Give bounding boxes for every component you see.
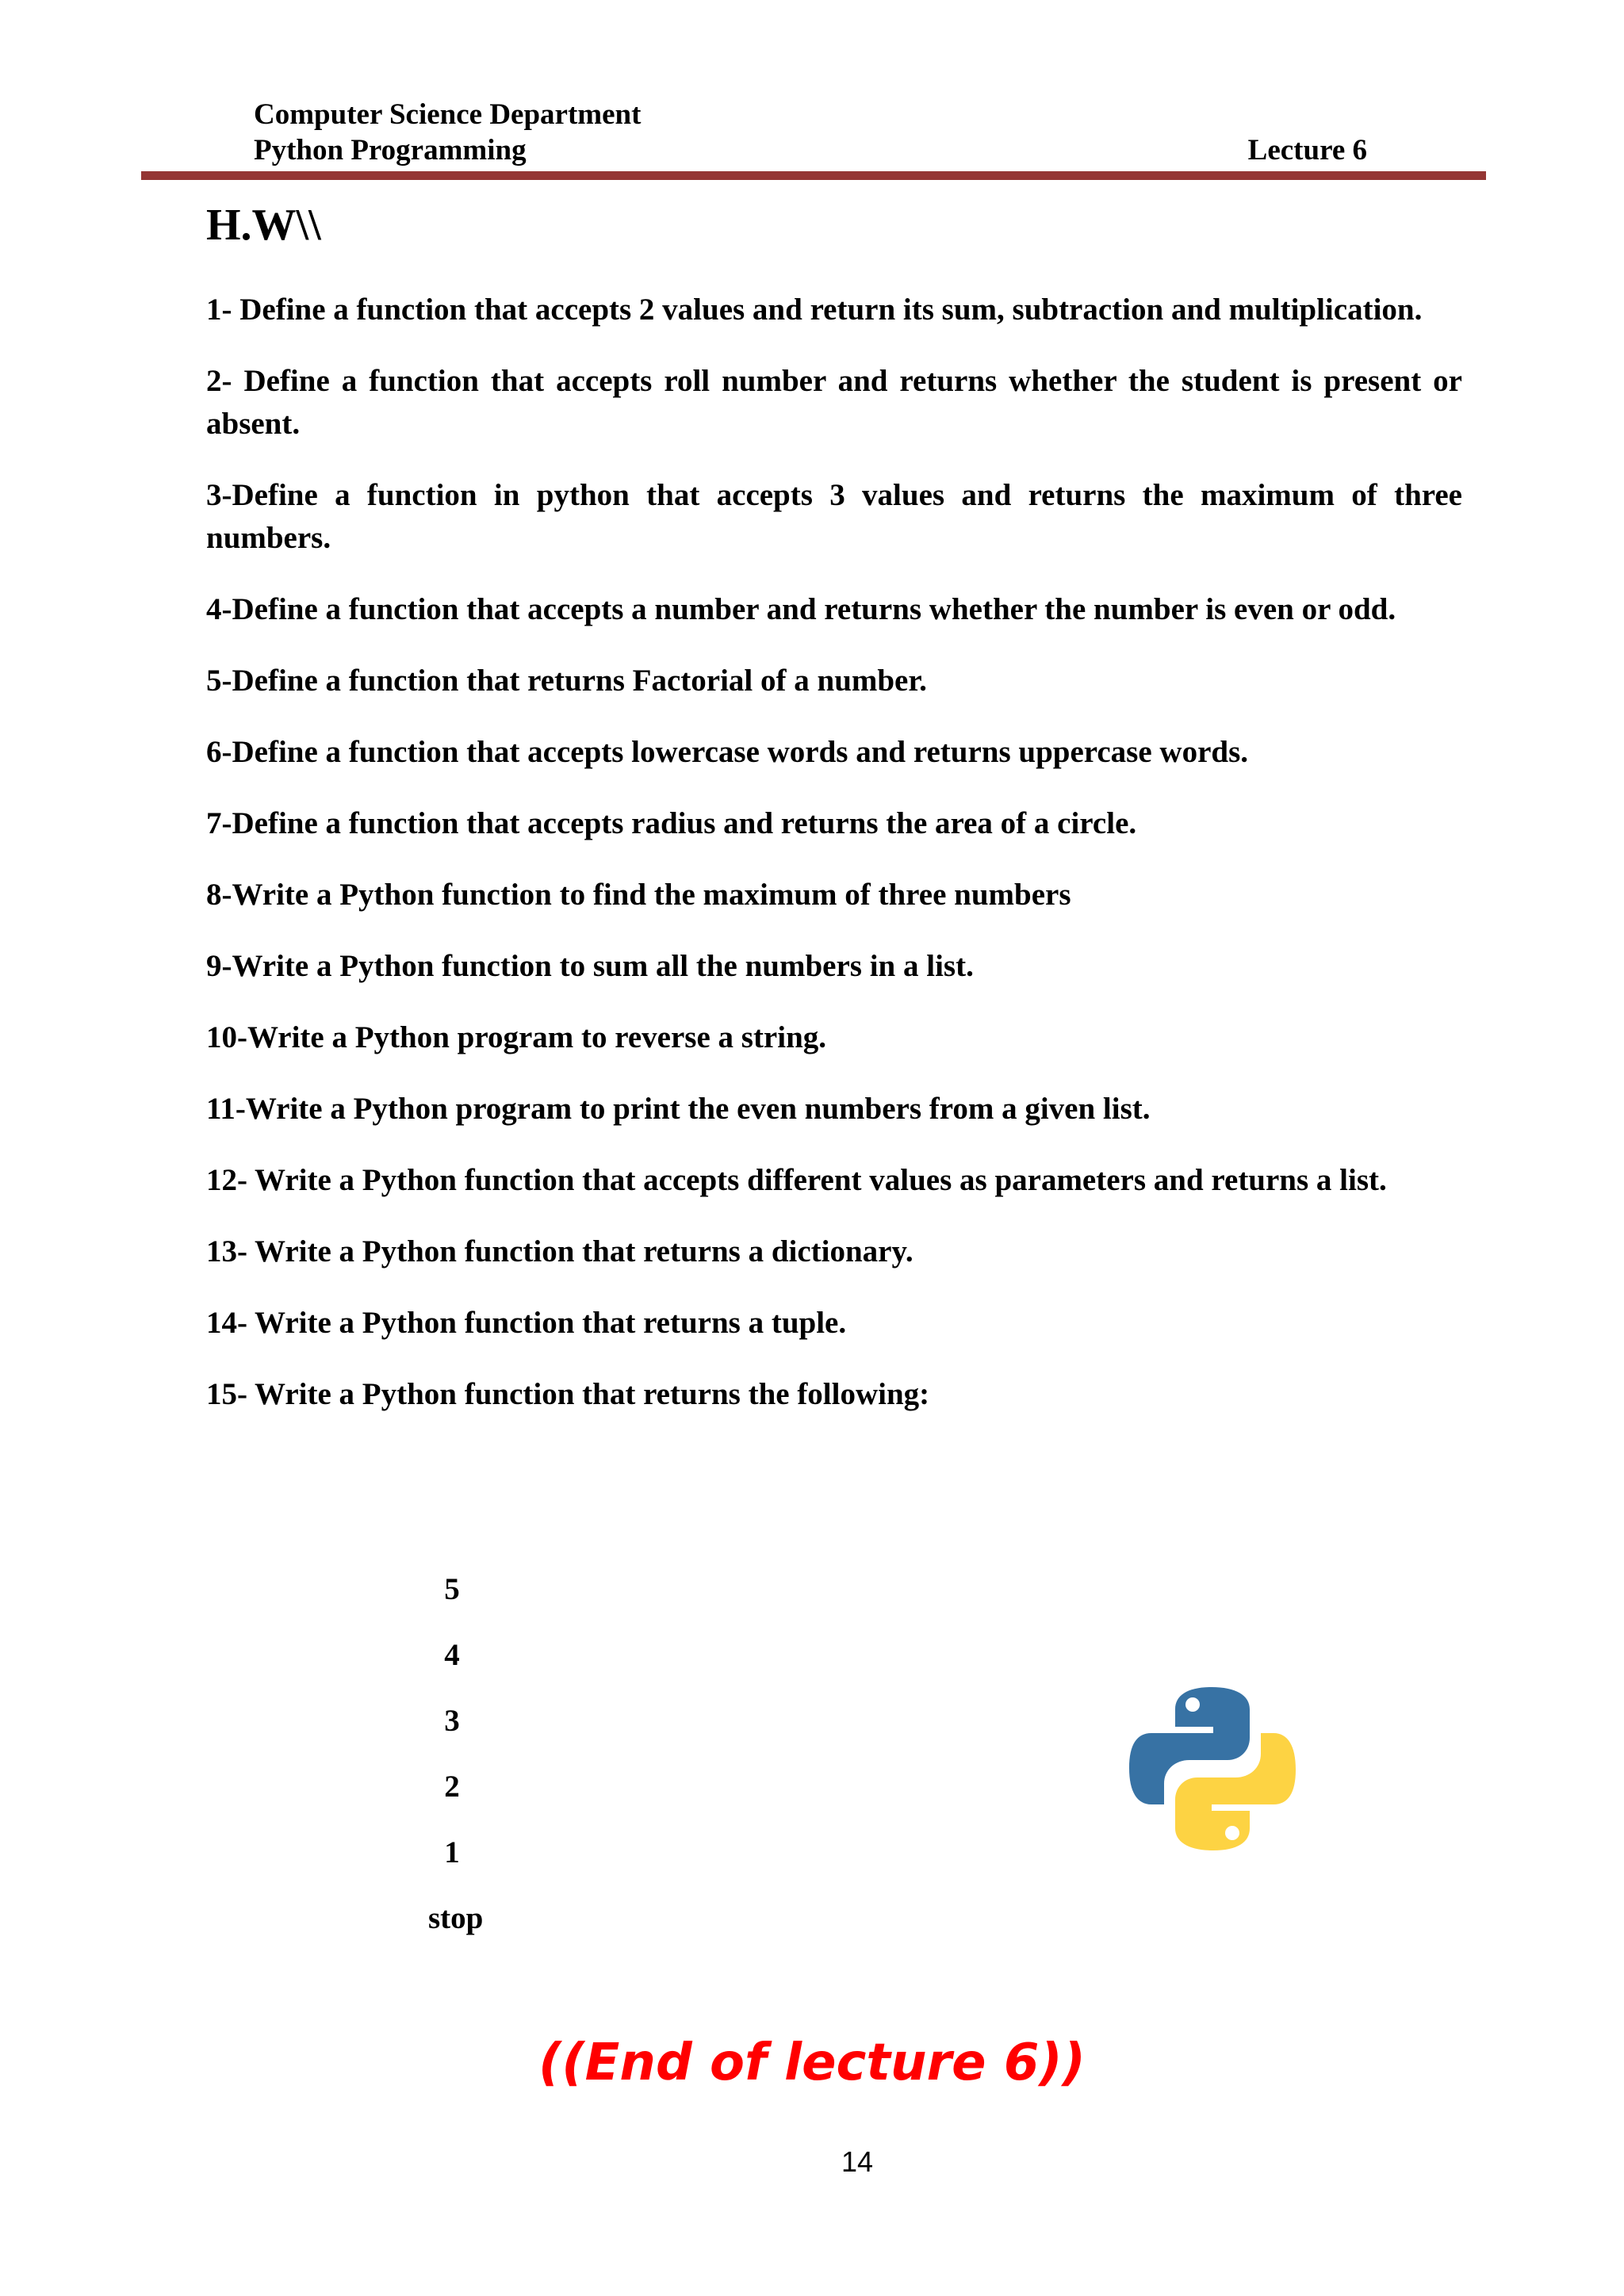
question-item: 11-Write a Python program to print the even numbers from a given list.	[206, 1092, 1151, 1126]
question-item: 10-Write a Python program to reverse a string.	[206, 1020, 827, 1054]
homework-title: H.W\\	[206, 201, 321, 250]
question-item: 9-Write a Python function to sum all the numbers in a list.	[206, 949, 974, 983]
question-item: 14- Write a Python function that returns a tuple.	[206, 1306, 847, 1340]
header-rule	[141, 171, 1486, 180]
question-item: 13- Write a Python function that returns a dictionary.	[206, 1234, 914, 1269]
countdown-value: 3	[444, 1704, 460, 1738]
countdown-stop: stop	[428, 1901, 484, 1935]
question-item: 7-Define a function that accepts radius and returns the area of a circle.	[206, 806, 1137, 840]
question-item: 2- Define a function that accepts roll number and returns whether the student is present or absent.	[206, 364, 1462, 441]
question-item: 5-Define a function that returns Factorial of a number.	[206, 664, 927, 698]
question-list	[206, 289, 1462, 1445]
lecture-label: Lecture 6	[1247, 134, 1367, 166]
question-item: 6-Define a function that accepts lowercase words and returns uppercase words.	[206, 735, 1249, 769]
course-label: Python Programming	[254, 134, 527, 166]
page-number: 14	[841, 2145, 874, 2178]
countdown-value: 1	[444, 1835, 460, 1869]
page-header	[254, 97, 1367, 168]
question-item: 3-Define a function in python that accepts 3 values and returns the maximum of three numbers.	[206, 478, 1462, 555]
question-item: 8-Write a Python function to find the maximum of three numbers	[206, 878, 1071, 912]
countdown-value: 2	[444, 1770, 460, 1804]
countdown-value: 4	[444, 1638, 460, 1672]
question-item: 4-Define a function that accepts a number and returns whether the number is even or odd.	[206, 592, 1396, 626]
python-logo-icon	[1129, 1686, 1296, 1852]
header-row	[254, 132, 1367, 168]
countdown-value: 5	[444, 1572, 460, 1606]
countdown-output	[428, 1570, 484, 1965]
end-of-lecture-text: ((End of lecture 6))	[538, 2034, 1086, 2092]
question-item: 12- Write a Python function that accepts different values as parameters and returns a list.	[206, 1163, 1387, 1197]
department-label: Computer Science Department	[254, 98, 642, 131]
question-item: 1- Define a function that accepts 2 values and return its sum, subtraction and multiplication.	[206, 293, 1423, 327]
question-item: 15- Write a Python function that returns the following:	[206, 1377, 930, 1411]
